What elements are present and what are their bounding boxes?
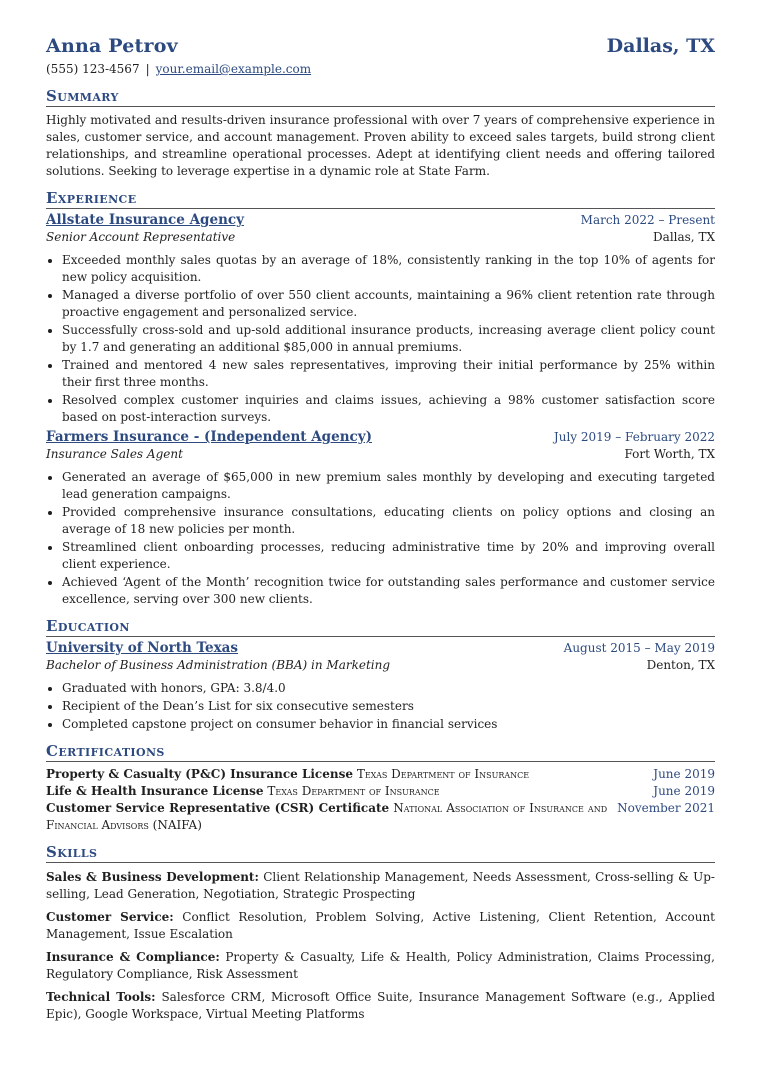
education-entry [46,640,715,733]
job-role: Insurance Sales Agent [46,447,183,461]
contact-line [46,61,715,78]
job-location: Fort Worth, TX [624,447,715,461]
list-item: • Provided comprehensive insurance consultations, educating clients on policy options and closing an average of 18 new policies per month. [62,504,715,538]
list-item: • Streamlined client onboarding processes, reducing administrative time by 20% and improving overall client experience. [62,539,715,573]
certification-date: June 2019 [653,784,715,798]
list-item: • Exceeded monthly sales quotas by an average of 18%, consistently ranking in the top 10% of agents for new policy acquisition. [62,252,715,286]
job-dates: July 2019 – February 2022 [553,430,715,444]
skill-group [46,949,715,983]
skill-text: Property & Casualty, Life & Health, Policy Administration, Claims Processing, Regulatory Compliance, Risk Assessment [46,950,715,981]
list-item: • Generated an average of $65,000 in new premium sales monthly by developing and executing targeted lead generation campaigns. [62,469,715,503]
skill-text: Conflict Resolution, Problem Solving, Active Listening, Client Retention, Account Management, Issue Escalation [46,910,715,941]
degree: Bachelor of Business Administration (BBA) in Marketing [46,658,391,672]
certification-issuer: Texas Department of Insurance [356,767,530,781]
phone-number: (555) 123-4567 [46,62,140,76]
list-item: • Completed capstone project on consumer behavior in financial services [62,716,715,733]
list-item: • Successfully cross-sold and up-sold additional insurance products, increasing average client policy count by 1.7 and generating an additional $85,000 in annual premiums. [62,322,715,356]
candidate-name: Anna Petrov [46,35,178,57]
job-dates: March 2022 – Present [580,213,715,227]
skill-label: Technical Tools: [46,990,156,1004]
company-name[interactable]: Allstate Insurance Agency [46,212,244,228]
section-title-experience: Experience [46,189,715,209]
certification-item [46,766,715,783]
summary-text: Highly motivated and results-driven insurance professional with over 7 years of comprehensive experience in sales, customer service, and account management. Proven ability to exceed sales targets, build strong client relationships, and streamline operational processes. Adept at identifying client needs and offering tailored solutions. Seeking to leverage expertise in a dynamic role at State Farm. [46,113,715,178]
contact-separator: | [145,62,150,76]
skill-text: Salesforce CRM, Microsoft Office Suite, Insurance Management Software (e.g., Applied Epic), Google Workspace, Virtual Meeting Platforms [46,990,716,1021]
section-title-education: Education [46,617,715,637]
certification-date: June 2019 [653,767,715,781]
list-item: • Resolved complex customer inquiries and claims issues, achieving a 98% customer satisfaction score based on post-interaction surveys. [62,392,715,426]
skill-label: Insurance & Compliance: [46,950,220,964]
section-title-certifications: Certifications [46,742,715,762]
resume-page [46,35,716,1023]
skill-group [46,989,715,1023]
certification-item [46,800,715,834]
certifications-list [46,766,715,834]
skill-text: Client Relationship Management, Needs Assessment, Cross-selling & Up-selling, Lead Generation, Negotiation, Strategic Prospecting [46,870,715,901]
skill-group [46,909,715,943]
list-item: • Recipient of the Dean’s List for six consecutive semesters [62,698,715,715]
education-location: Denton, TX [646,658,715,672]
list-item: • Graduated with honors, GPA: 3.8/4.0 [62,680,715,697]
section-title-skills: Skills [46,843,715,863]
certification-issuer: National Association of Insurance and Financial Advisors (NAIFA) [46,801,608,832]
job-bullets [46,469,715,608]
certification-name: Property & Casualty (P&C) Insurance License [46,767,353,781]
job-location: Dallas, TX [653,230,715,244]
list-item: • Managed a diverse portfolio of over 550 client accounts, maintaining a 96% client retention rate through proactive engagement and personalized service. [62,287,715,321]
job-bullets [46,252,715,426]
list-item: • Achieved ‘Agent of the Month’ recognition twice for outstanding sales performance and customer service excellence, serving over 300 new clients. [62,574,715,608]
job-entry [46,429,715,608]
job-entry [46,212,715,426]
certification-date: November 2021 [617,801,715,815]
company-name[interactable]: Farmers Insurance - (Independent Agency) [46,429,372,445]
candidate-location: Dallas, TX [606,35,715,57]
certification-name: Life & Health Insurance License [46,784,264,798]
skill-group [46,869,715,903]
certification-issuer: Texas Department of Insurance [267,784,440,798]
email-link[interactable]: your.email@example.com [155,62,312,76]
education-dates: August 2015 – May 2019 [563,641,715,655]
education-bullets [46,680,715,733]
job-role: Senior Account Representative [46,230,236,244]
skill-label: Sales & Business Development: [46,870,259,884]
list-item: • Trained and mentored 4 new sales representatives, improving their initial performance by 25% within their first three months. [62,357,715,391]
school-name[interactable]: University of North Texas [46,640,238,656]
certification-name: Customer Service Representative (CSR) Certificate [46,801,390,815]
skill-label: Customer Service: [46,910,174,924]
resume-header [46,35,715,57]
certification-item [46,783,715,800]
section-title-summary: Summary [46,87,715,107]
